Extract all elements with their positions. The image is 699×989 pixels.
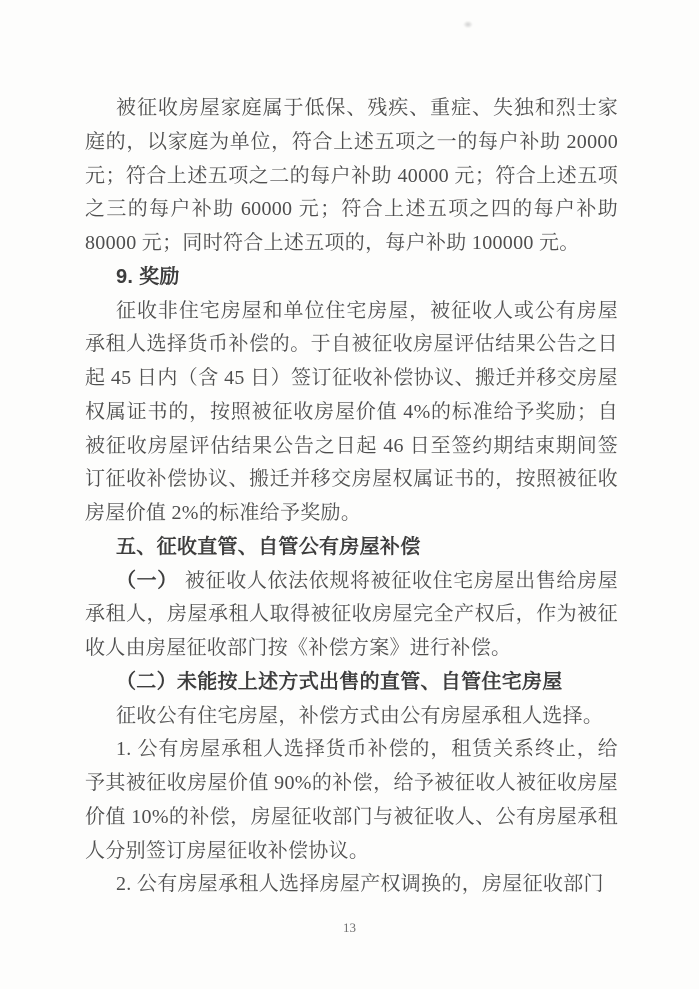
document-body	[85, 92, 618, 902]
scan-smudge	[461, 19, 475, 30]
page-number: 13	[343, 920, 356, 935]
paragraph-reward-rules: 征收非住宅房屋和单位住宅房屋，被征收人或公有房屋承租人选择货币补偿的。于自被征收房屋评估结果公告之日起 45 日内（含 45 日）签订征收补偿协议、搬迁并移交房屋权属证书的，按照被征收房屋价值 4%的标准给予奖励；自被征收房屋评估结果公告之日起 46 日至签约期结束期间签订征收补偿协议、搬迁并移交房屋权属证书的，按照被征收房屋价值 2%的标准给予奖励。	[85, 299, 618, 524]
paragraph-property-swap: 2. 公有房屋承租人选择房屋产权调换的，房屋征收部门	[116, 873, 604, 896]
list-marker-one: （一）	[116, 569, 178, 592]
paragraph-subsidy-amounts: 被征收房屋家庭属于低保、残疾、重症、失独和烈士家庭的，以家庭为单位，符合上述五项之一的每户补助 20000 元；符合上述五项之二的每户补助 40000 元；符合上述五项之三的每户补助 60000 元；符合上述五项之四的每户补助 80000 元；同时符合上述五项的，每户补助 100000 元。	[85, 97, 618, 254]
heading-reward: 9. 奖励	[116, 265, 180, 288]
heading-section-five: 五、征收直管、自管公有房屋补偿	[116, 535, 421, 558]
paragraph-public-housing-choice: 征收公有住宅房屋，补偿方式由公有房屋承租人选择。	[116, 704, 604, 727]
paragraph-item-one	[85, 565, 618, 666]
paragraph-item-one-text: 被征收人依法依规将被征收住宅房屋出售给房屋承租人，房屋承租人取得被征收房屋完全产权后，作为被征收人由房屋征收部门按《补偿方案》进行补偿。	[85, 569, 618, 659]
heading-item-two: （二）未能按上述方式出售的直管、自管住宅房屋	[116, 670, 563, 693]
paragraph-monetary-compensation: 1. 公有房屋承租人选择货币补偿的，租赁关系终止，给予其被征收房屋价值 90%的补偿，给予被征收人被征收房屋价值 10%的补偿，房屋征收部门与被征收人、公有房屋承租人分别签订房屋征收补偿协议。	[85, 738, 618, 862]
